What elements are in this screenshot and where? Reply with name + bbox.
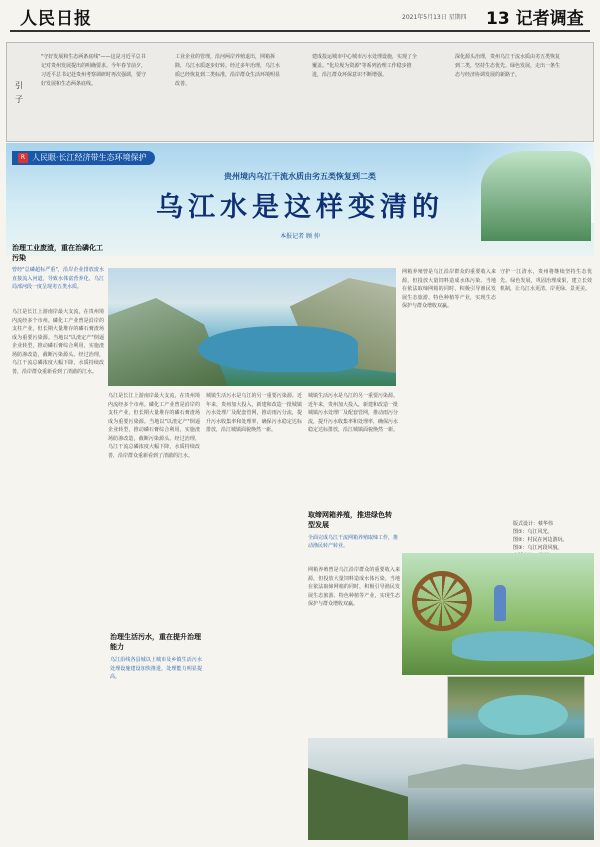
credit-line: 图①：乌江风光。 — [513, 529, 553, 535]
hero-banner — [6, 143, 594, 256]
credit-line: 图③：乌江河段风貌。 — [513, 545, 563, 551]
article-column: 网箱养殖曾是乌江沿岸群众的重要收入来源，但投放大量饲料造成水体污染。当地在依法取缔网箱的同时，积极引导渔民发展生态旅游、特色种植等产业，实现生态保护与群众增收双赢。 — [402, 269, 496, 309]
column-band-mark: R — [18, 153, 28, 163]
section-subhead: 治理生活污水，重在提升治理能力 — [110, 633, 201, 651]
photo-water — [198, 326, 358, 372]
intro-column: 建成投运城市中心城市污水处理设施，实现了全覆盖。"化垃圾为资源"等系列治理工作稳步推进，沿江群众环保意识不断增强。 — [312, 54, 418, 78]
section-subhead: 治理工业废渣，重在治磷化工污染 — [12, 244, 103, 262]
photo-near-hill — [308, 768, 408, 840]
photo-river-gorge — [108, 268, 396, 386]
photo-waterwheel — [402, 553, 594, 675]
credit-line: 图②：村民在河边游玩。 — [513, 537, 568, 543]
photo-stream — [452, 631, 594, 661]
kicker: 贵州境内乌江干流水质由劣五类恢复到二类 — [224, 171, 376, 181]
section-body: 乌江是长江上游南岸最大支流，在贵州境内流经多个市州。磷化工产业曾是沿岸的支柱产业，但长期大量堆存的磷石膏渣场成为重要污染源。当地以"以渣定产"倒逼企业转型，推动磷石膏综合利用，实施渣场防渗改造，截断污染源头。经过治理，乌江干流总磷浓度大幅下降，水质持续改善，沿岸群众重新看到了清澈的江水。 — [12, 309, 104, 375]
section-body: 网箱养殖曾是乌江沿岸群众的重要收入来源，但投放大量饲料造成水体污染。当地在依法取缔网箱的同时，积极引导渔民发展生态旅游、特色种植等产业，实现生态保护与群众增收双赢。 — [308, 567, 400, 607]
column-band — [12, 151, 155, 165]
issue-date: 2021年5月13日 星期四 — [402, 14, 467, 21]
intro-column: 深化源头治理，贵州乌江干流水质由劣五类恢复到二类，坚持生态优先、绿色发展，走出一条生态与经济协调发展的新路子。 — [455, 54, 561, 78]
section-sideblock — [308, 510, 398, 556]
section-lead: 曾经"总磷超标严重"，沿岸企业排放废水直接流入河道，导致水体富营养化，乌江局部河段一度呈现劣五类水质。 — [12, 267, 104, 290]
photo-far-hills — [408, 758, 594, 788]
intro-label: 引子 — [15, 81, 23, 104]
section-lead: 乌江沿线各县城以上城市及乡镇生活污水处理设施建设加快推进，处理能力明显提高。 — [110, 657, 202, 680]
column-band-label: 人民眼·长江经济带生态环境保护 — [32, 153, 147, 162]
intro-column: "守好发展和生态两条底线"——这是习近平总书记对贵州发展提出的明确要求。今年春节前夕，习近平总书记赴贵州考察调研时再次强调，要守好发展和生态两条底线。 — [41, 54, 147, 87]
section-subhead: 取缔网箱养殖，推进绿色转型发展 — [308, 511, 392, 529]
intro-column: 工业企业的管理，沿河两岸养殖退出，网箱拆除，乌江水质逐步好转。经过多年治理，乌江水质已经恢复到二类标准，沿岸群众生活环境明显改善。 — [175, 54, 281, 87]
newspaper-logo: 人民日报 — [20, 9, 92, 29]
photo-river-bend — [447, 676, 585, 744]
intro-box — [6, 42, 594, 142]
article-column: 城镇生活污水是乌江的另一重要污染源。近年来，贵州加大投入，新建和改造一批城镇污水处理厂及配套管网，推动雨污分流，提升污水收集率和处理率，确保污水稳定达标排放，沿江城镇面貌焕然一新。 — [308, 393, 398, 433]
article-column: 乌江是长江上游南岸最大支流，在贵州境内流经多个市州。磷化工产业曾是沿岸的支柱产业，但长期大量堆存的磷石膏渣场成为重要污染源。当地以"以渣定产"倒逼企业转型，推动磷石膏综合利用，实施渣场防渗改造，截断污染源头。经过治理，乌江干流总磷浓度大幅下降，水质持续改善，沿岸群众重新看到了清澈的江水。 — [108, 393, 200, 459]
article-column: 城镇生活污水是乌江的另一重要污染源。近年来，贵州加大投入，新建和改造一批城镇污水处理厂及配套管网，推动雨污分流，提升污水收集率和处理率，确保污水稳定达标排放，沿江城镇面貌焕然一新。 — [206, 393, 302, 433]
article-column: 守护一江清水，贵州将继续坚持生态优先、绿色发展，巩固治理成果，建立长效机制，让乌江水更清、岸更绿、景更美。 — [500, 269, 592, 292]
credit-line: 版式设计：蔡华伟 — [513, 521, 554, 527]
photo-person — [494, 585, 506, 621]
page-title: 13 记者调查 — [486, 9, 584, 29]
photo-bend-water — [478, 695, 568, 735]
masthead-rule — [10, 30, 590, 32]
section-lead: 全面完成乌江干流网箱养殖取缔工作，推动渔民转产转业。 — [308, 535, 399, 549]
masthead — [0, 0, 600, 30]
photo-wheel-shape — [412, 571, 472, 631]
photo-river-landscape — [308, 738, 594, 840]
headline: 乌江水是这样变清的 — [156, 192, 444, 223]
byline: 本报记者 顾 仲 — [280, 233, 320, 240]
